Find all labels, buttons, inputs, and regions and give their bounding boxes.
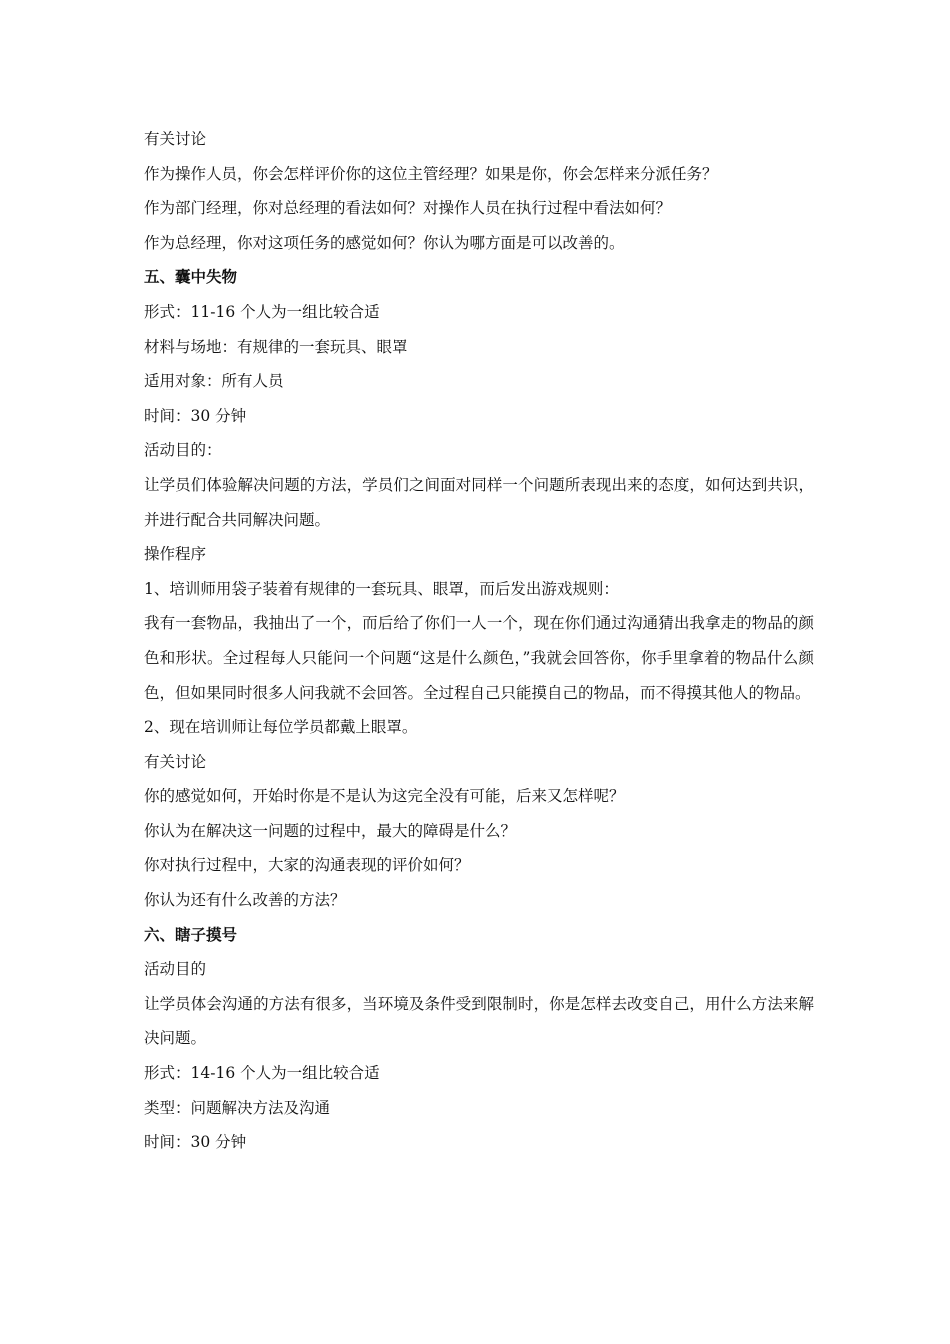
activity-time: 时间：30 分钟 bbox=[144, 406, 247, 425]
activity-type: 类型：问题解决方法及沟通 bbox=[144, 1098, 331, 1117]
document-body bbox=[144, 122, 814, 1160]
activity-form: 形式：11-16 个人为一组比较合适 bbox=[144, 302, 380, 321]
discussion-question: 作为部门经理，你对总经理的看法如何？对操作人员在执行过程中看法如何？ bbox=[144, 199, 672, 218]
discussion-question: 作为操作人员，你会怎样评价你的这位主管经理？如果是你，你会怎样来分派任务？ bbox=[144, 164, 718, 183]
purpose-paragraph: 让学员们体验解决问题的方法，学员们之间面对同样一个问题所表现出来的态度，如何达到共识，并进行配合共同解决问题。 bbox=[144, 475, 814, 529]
activity-materials: 材料与场地：有规律的一套玩具、眼罩 bbox=[144, 337, 408, 356]
procedure-step-detail: 我有一套物品，我抽出了一个，而后给了你们一人一个，现在你们通过沟通猜出我拿走的物品的颜色和形状。全过程每人只能问一个问题“这是什么颜色，”我就会回答你，你手里拿着的物品什么颜色，但如果同时很多人问我就不会回答。全过程自己只能摸自己的物品，而不得摸其他人的物品。 bbox=[144, 614, 814, 702]
discussion-question: 你认为还有什么改善的方法？ bbox=[144, 891, 346, 910]
purpose-label: 活动目的 bbox=[144, 960, 207, 979]
section-heading: 六、瞎子摸号 bbox=[144, 925, 238, 944]
discussion-question: 你对执行过程中，大家的沟通表现的评价如何？ bbox=[144, 856, 470, 875]
purpose-paragraph: 让学员体会沟通的方法有很多，当环境及条件受到限制时，你是怎样去改变自己，用什么方法来解决问题。 bbox=[144, 994, 814, 1048]
section-heading: 五、囊中失物 bbox=[144, 268, 238, 287]
discussion-question: 你的感觉如何，开始时你是不是认为这完全没有可能，后来又怎样呢？ bbox=[144, 787, 625, 806]
activity-form: 形式：14-16 个人为一组比较合适 bbox=[144, 1064, 380, 1083]
discussion-question: 你认为在解决这一问题的过程中，最大的障碍是什么？ bbox=[144, 821, 517, 840]
procedure-label: 操作程序 bbox=[144, 545, 207, 564]
discussion-question: 作为总经理，你对这项任务的感觉如何？你认为哪方面是可以改善的。 bbox=[144, 233, 625, 252]
discussion-title: 有关讨论 bbox=[144, 752, 207, 771]
purpose-label: 活动目的： bbox=[144, 441, 222, 460]
procedure-step: 2、现在培训师让每位学员都戴上眼罩。 bbox=[144, 718, 418, 737]
activity-time: 时间：30 分钟 bbox=[144, 1133, 247, 1152]
procedure-step: 1、培训师用袋子装着有规律的一套玩具、眼罩，而后发出游戏规则： bbox=[144, 579, 619, 598]
discussion-title: 有关讨论 bbox=[144, 130, 207, 148]
activity-audience: 适用对象：所有人员 bbox=[144, 372, 284, 391]
